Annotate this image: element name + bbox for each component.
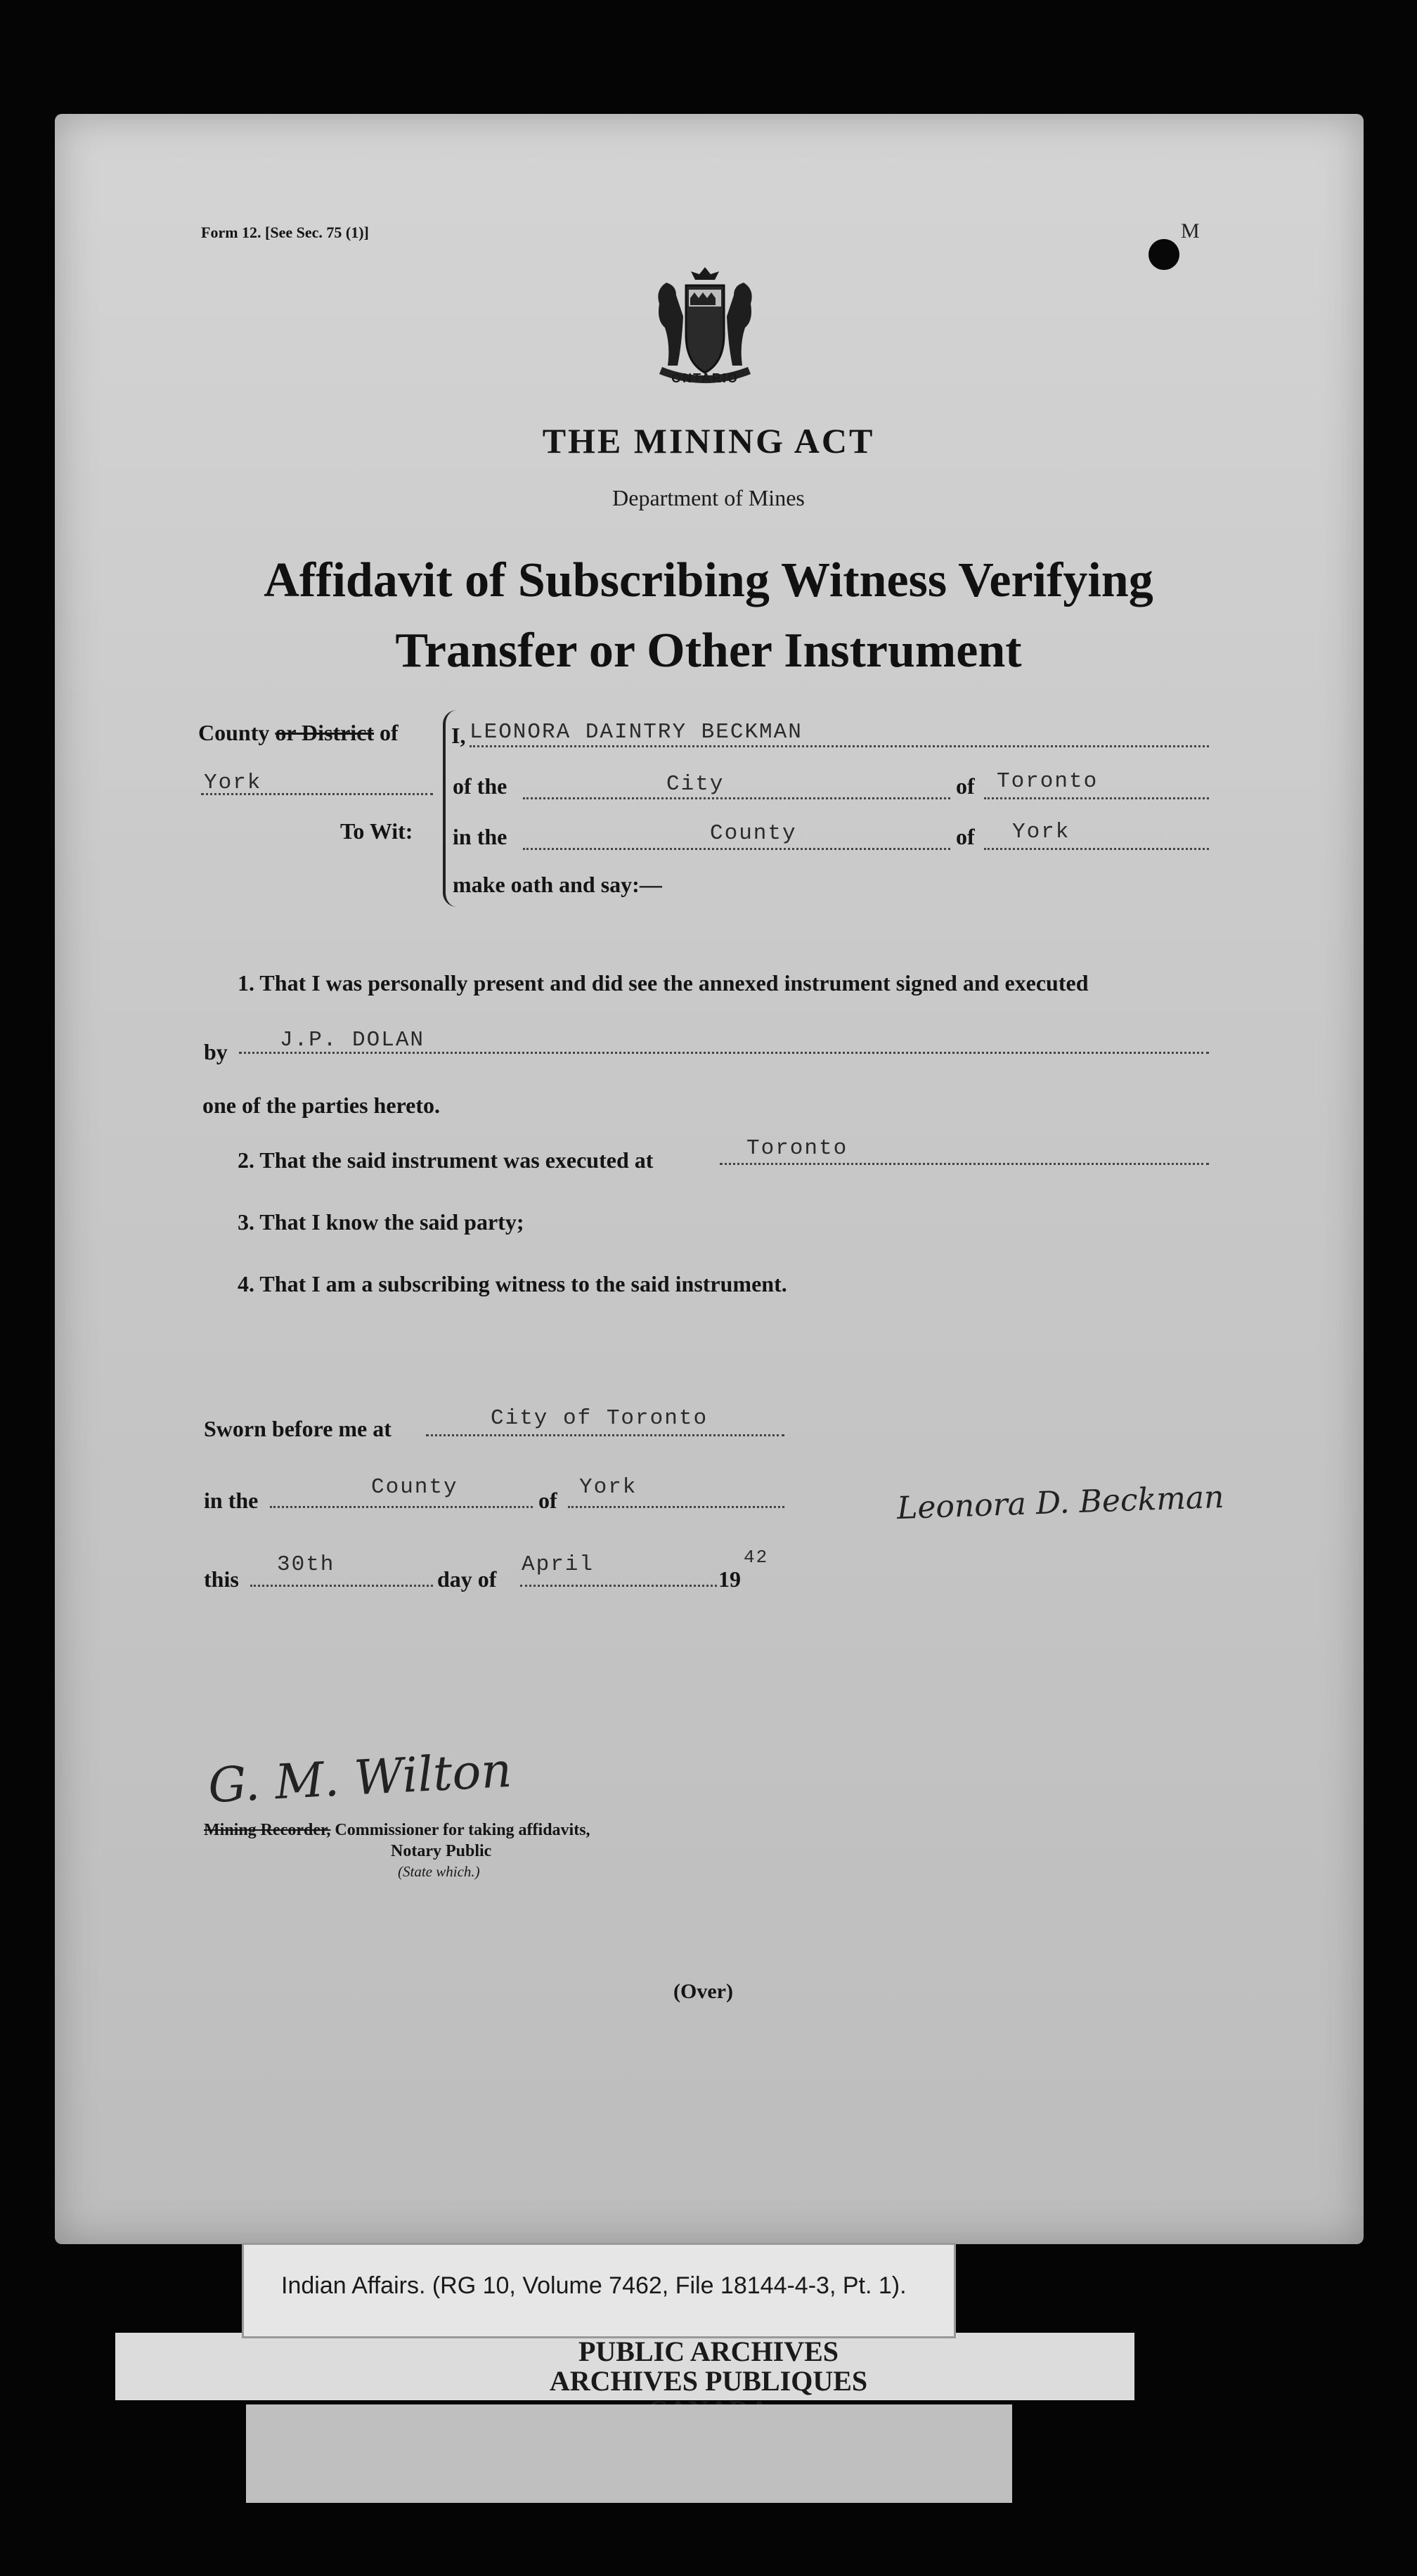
clause-2-line: [720, 1163, 1209, 1165]
day-of-label: day of: [437, 1566, 497, 1592]
commissioner-signature: G. M. Wilton: [207, 1742, 514, 1815]
county-label: County: [198, 720, 270, 745]
title-line-1: Affidavit of Subscribing Witness Verifying: [264, 553, 1153, 607]
day-line: [250, 1585, 433, 1587]
year-prefix: 19: [718, 1566, 741, 1592]
notary-label: Notary Public: [391, 1842, 492, 1860]
name-line: [470, 745, 1209, 747]
sworn-of-line: [568, 1506, 784, 1508]
month-line: [520, 1585, 717, 1587]
i-label: I,: [451, 723, 466, 748]
of-the-label: of the: [453, 773, 507, 799]
sworn-place: City of Toronto: [491, 1406, 708, 1431]
of-label-1: of: [956, 773, 975, 799]
sworn-label: Sworn before me at: [204, 1416, 392, 1441]
clause-4: 4. That I am a subscribing witness to the said instrument.: [238, 1271, 787, 1296]
county-line: [201, 793, 433, 795]
clause-1: 1. That I was personally present and did see the annexed instrument signed and executed: [238, 970, 1089, 996]
in-the-value: County: [710, 821, 797, 846]
to-wit-label: To Wit:: [340, 818, 413, 844]
day-value: 30th: [277, 1552, 335, 1577]
sworn-of-value: York: [579, 1475, 638, 1500]
punch-hole: [1149, 239, 1179, 270]
struck-mining-recorder: Mining Recorder,: [204, 1821, 331, 1839]
sworn-of-label: of: [538, 1488, 557, 1513]
title-line-2: Transfer or Other Instrument: [395, 624, 1022, 678]
clause-3: 3. That I know the said party;: [238, 1209, 524, 1235]
year-suffix: 42: [744, 1547, 769, 1568]
act-title: THE MINING ACT: [542, 421, 875, 461]
by-value: J.P. DOLAN: [280, 1028, 425, 1052]
this-label: this: [204, 1566, 239, 1592]
form-number: Form 12. [See Sec. 75 (1)]: [201, 224, 369, 241]
county-label-group: [198, 720, 399, 746]
month-value: April: [522, 1552, 595, 1577]
in-the-label: in the: [453, 824, 507, 849]
by-label: by: [204, 1039, 228, 1064]
stamp-line-1: PUBLIC ARCHIVES: [578, 2336, 839, 2367]
corner-mark: M: [1181, 219, 1200, 243]
by-line: [239, 1052, 1209, 1054]
of-the-line: [523, 797, 950, 799]
of-line-1: [984, 797, 1209, 799]
party-line: one of the parties hereto.: [202, 1093, 440, 1118]
sworn-in-the-label: in the: [204, 1488, 259, 1513]
county-value: York: [204, 771, 262, 795]
stamp-line-2: ARCHIVES PUBLIQUES: [549, 2365, 868, 2397]
over-label: (Over): [673, 1980, 733, 2003]
sworn-in-the-value: County: [371, 1475, 458, 1500]
clause-2-value: Toronto: [746, 1136, 848, 1161]
document-title: [0, 546, 1417, 686]
struck-district-label: or District: [275, 720, 375, 745]
of-label-2: of: [956, 824, 975, 849]
sworn-in-the-line: [270, 1506, 533, 1508]
of-the-value: City: [666, 772, 725, 797]
of-label: of: [380, 720, 399, 745]
department-name: Department of Mines: [612, 485, 805, 510]
sworn-line: [426, 1434, 784, 1436]
oath-text: make oath and say:—: [453, 872, 662, 897]
archive-reference: Indian Affairs. (RG 10, Volume 7462, File 18144-4-3, Pt. 1).: [281, 2272, 907, 2299]
deponent-name: LEONORA DAINTRY BECKMAN: [470, 720, 803, 745]
state-which-label: (State which.): [398, 1863, 480, 1880]
of-line-2: [984, 848, 1209, 850]
bottom-strip: [246, 2404, 1012, 2503]
commissioner-role: Commissioner for taking affidavits,: [335, 1821, 590, 1839]
crest-label: ONTARIO: [671, 371, 739, 385]
of-value-2: York: [1012, 820, 1070, 844]
commissioner-title: [204, 1821, 590, 1840]
clause-2: 2. That the said instrument was executed at: [238, 1147, 654, 1173]
deponent-signature: Leonora D. Beckman: [896, 1479, 1225, 1527]
of-value-1: Toronto: [997, 769, 1099, 794]
in-the-line: [523, 848, 950, 850]
